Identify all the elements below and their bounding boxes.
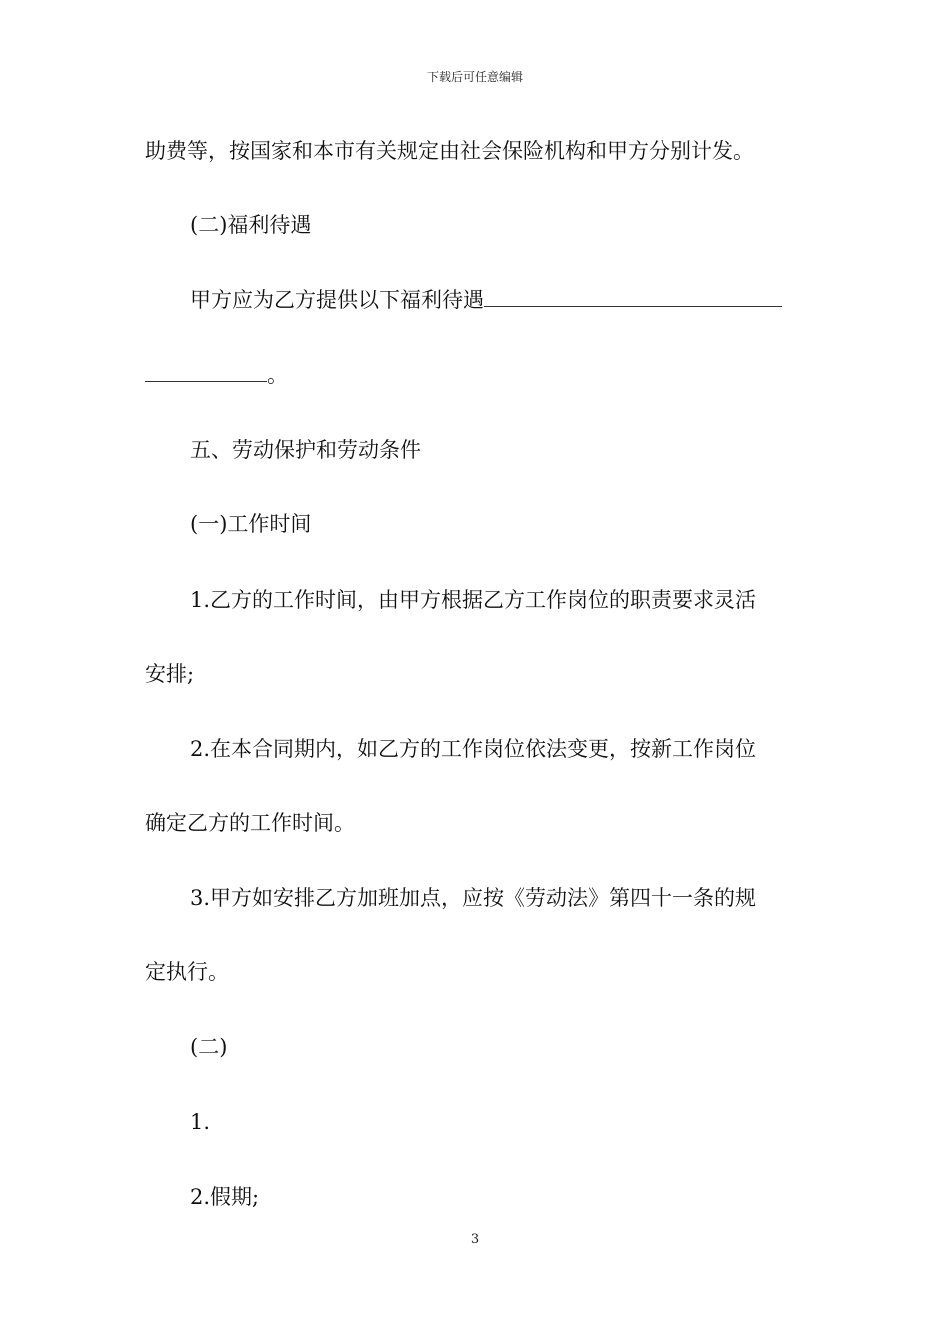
list-item-1: 1.乙方的工作时间，由甲方根据乙方工作岗位的职责要求灵活 [190, 588, 757, 612]
list-item-a: 1. [190, 1110, 211, 1134]
list-item-2-cont: 确定乙方的工作时间。 [145, 811, 355, 835]
list-item-b: 2.假期; [190, 1185, 260, 1209]
paragraph-line-welfare: 甲方应为乙方提供以下福利待遇 [190, 285, 782, 315]
paragraph-line-1: 助费等，按国家和本市有关规定由社会保险机构和甲方分别计发。 [145, 139, 754, 163]
fill-in-blank [484, 286, 782, 307]
list-item-3-cont: 定执行。 [145, 960, 229, 984]
page-number: 3 [470, 1232, 480, 1247]
fill-in-blank [145, 361, 267, 382]
paragraph-line-welfare-cont: 。 [145, 360, 288, 390]
list-item-3: 3.甲方如安排乙方加班加点，应按《劳动法》第四十一条的规 [190, 886, 757, 910]
list-item-2: 2.在本合同期内，如乙方的工作岗位依法变更，按新工作岗位 [190, 737, 757, 761]
section-heading-labor-protection: 五、劳动保护和劳动条件 [190, 438, 421, 462]
section-heading-welfare: (二)福利待遇 [190, 213, 312, 237]
section-heading-2: (二) [190, 1035, 228, 1059]
section-heading-working-hours: (一)工作时间 [190, 512, 312, 536]
page-header: 下载后可任意编辑 [426, 70, 523, 84]
list-item-1-cont: 安排; [145, 662, 195, 686]
